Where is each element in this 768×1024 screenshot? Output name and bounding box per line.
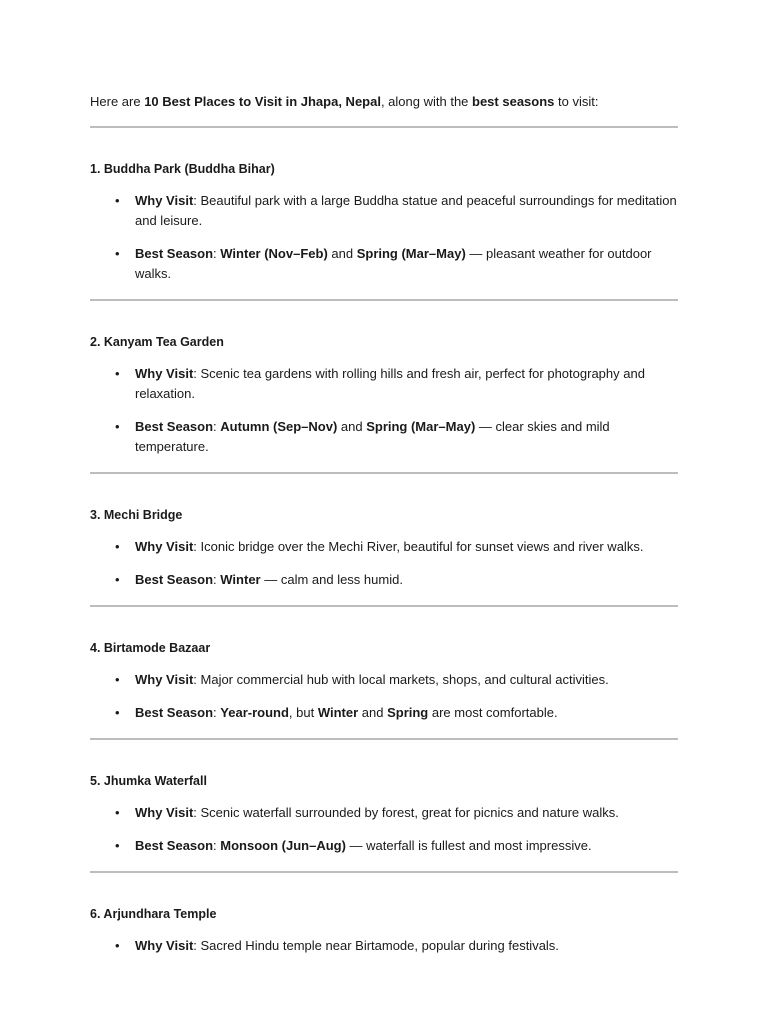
best-season-text xyxy=(135,417,678,457)
why-visit-label: Why Visit xyxy=(135,672,194,687)
bullet-icon: • xyxy=(115,419,120,434)
why-visit-item xyxy=(90,191,678,231)
intro-paragraph xyxy=(90,94,678,110)
why-visit-description: : Scenic waterfall surrounded by forest, great for picnics and nature walks. xyxy=(193,805,619,820)
why-visit-label: Why Visit xyxy=(135,366,194,381)
bullet-list xyxy=(90,191,678,284)
season-text: : xyxy=(213,419,221,434)
season-text: — waterfall is fullest and most impressive. xyxy=(345,838,592,853)
why-visit-description: : Sacred Hindu temple near Birtamode, popular during festivals. xyxy=(193,938,559,953)
section-title: 3. Mechi Bridge xyxy=(90,508,183,522)
season-text: : xyxy=(213,838,221,853)
season-name: Winter xyxy=(317,705,359,720)
bullet-icon: • xyxy=(115,938,120,953)
bullet-icon: • xyxy=(115,193,120,208)
why-visit-text xyxy=(135,191,678,231)
place-section xyxy=(90,640,678,740)
why-visit-text xyxy=(135,670,678,690)
place-section xyxy=(90,507,678,607)
season-text: , but xyxy=(288,705,318,720)
section-title: 2. Kanyam Tea Garden xyxy=(90,335,224,349)
season-text: : xyxy=(213,246,221,261)
why-visit-label: Why Visit xyxy=(135,805,194,820)
season-text: and xyxy=(358,705,388,720)
divider xyxy=(90,738,678,740)
why-visit-text xyxy=(135,936,678,956)
why-visit-item xyxy=(90,803,678,823)
season-text: — pleasant weather for outdoor walks. xyxy=(135,246,652,281)
season-name: Winter xyxy=(220,572,261,587)
why-visit-description: : Scenic tea gardens with rolling hills and fresh air, perfect for photography and relaxation. xyxy=(135,366,645,401)
bullet-icon: • xyxy=(115,672,120,687)
section-title: 5. Jhumka Waterfall xyxy=(90,774,207,788)
why-visit-description: : Iconic bridge over the Mechi River, beautiful for sunset views and river walks. xyxy=(193,539,644,554)
bullet-icon: • xyxy=(115,246,120,261)
season-text: are most comfortable. xyxy=(428,705,558,720)
best-season-text xyxy=(135,244,678,284)
why-visit-text xyxy=(135,364,678,404)
bullet-list xyxy=(90,364,678,457)
bullet-list xyxy=(90,537,678,590)
season-name: Autumn (Sep–Nov) xyxy=(220,419,338,434)
bullet-icon: • xyxy=(115,572,120,587)
why-visit-label: Why Visit xyxy=(135,193,194,208)
best-season-label: Best Season xyxy=(135,838,214,853)
divider xyxy=(90,299,678,301)
why-visit-label: Why Visit xyxy=(135,938,194,953)
season-text: — clear skies and mild temperature. xyxy=(135,419,610,454)
intro-bold-seasons: best seasons xyxy=(472,94,555,109)
why-visit-item xyxy=(90,936,678,956)
divider xyxy=(90,126,678,128)
why-visit-description: : Beautiful park with a large Buddha statue and peaceful surroundings for meditation and leisure. xyxy=(135,193,677,228)
bullet-list xyxy=(90,803,678,856)
section-title: 4. Birtamode Bazaar xyxy=(90,641,211,655)
why-visit-item xyxy=(90,364,678,404)
document-page xyxy=(90,94,678,956)
season-name: Winter (Nov–Feb) xyxy=(220,246,328,261)
season-name: Year-round xyxy=(220,705,289,720)
divider xyxy=(90,605,678,607)
season-name: Spring (Mar–May) xyxy=(366,419,476,434)
bullet-icon: • xyxy=(115,539,120,554)
best-season-item xyxy=(90,244,678,284)
why-visit-description: : Major commercial hub with local markets, shops, and cultural activities. xyxy=(193,672,609,687)
best-season-text xyxy=(135,703,678,723)
bullet-icon: • xyxy=(115,805,120,820)
season-name: Spring (Mar–May) xyxy=(356,246,466,261)
place-section xyxy=(90,161,678,301)
bullet-icon: • xyxy=(115,838,120,853)
best-season-label: Best Season xyxy=(135,572,214,587)
best-season-item xyxy=(90,417,678,457)
season-text: and xyxy=(327,246,357,261)
intro-suffix: to visit: xyxy=(554,94,599,109)
season-name: Spring xyxy=(387,705,429,720)
season-name: Monsoon (Jun–Aug) xyxy=(220,838,346,853)
why-visit-item xyxy=(90,537,678,557)
season-text: — calm and less humid. xyxy=(260,572,403,587)
why-visit-item xyxy=(90,670,678,690)
place-section xyxy=(90,334,678,474)
intro-middle: , along with the xyxy=(380,94,473,109)
divider xyxy=(90,871,678,873)
why-visit-label: Why Visit xyxy=(135,539,194,554)
why-visit-text xyxy=(135,537,678,557)
best-season-label: Best Season xyxy=(135,246,214,261)
best-season-text xyxy=(135,836,678,856)
best-season-label: Best Season xyxy=(135,705,214,720)
section-title: 6. Arjundhara Temple xyxy=(90,907,217,921)
divider xyxy=(90,472,678,474)
best-season-text xyxy=(135,570,678,590)
place-section xyxy=(90,773,678,873)
season-text: and xyxy=(337,419,367,434)
season-text: : xyxy=(213,572,221,587)
bullet-icon: • xyxy=(115,705,120,720)
best-season-label: Best Season xyxy=(135,419,214,434)
best-season-item xyxy=(90,703,678,723)
intro-bold-title: 10 Best Places to Visit in Jhapa, Nepal xyxy=(144,94,381,109)
season-text: : xyxy=(213,705,221,720)
places-list xyxy=(90,161,678,956)
bullet-list xyxy=(90,936,678,956)
best-season-item xyxy=(90,836,678,856)
why-visit-text xyxy=(135,803,678,823)
bullet-list xyxy=(90,670,678,723)
intro-prefix: Here are xyxy=(90,94,145,109)
section-title: 1. Buddha Park (Buddha Bihar) xyxy=(90,162,275,176)
bullet-icon: • xyxy=(115,366,120,381)
best-season-item xyxy=(90,570,678,590)
place-section xyxy=(90,906,678,956)
